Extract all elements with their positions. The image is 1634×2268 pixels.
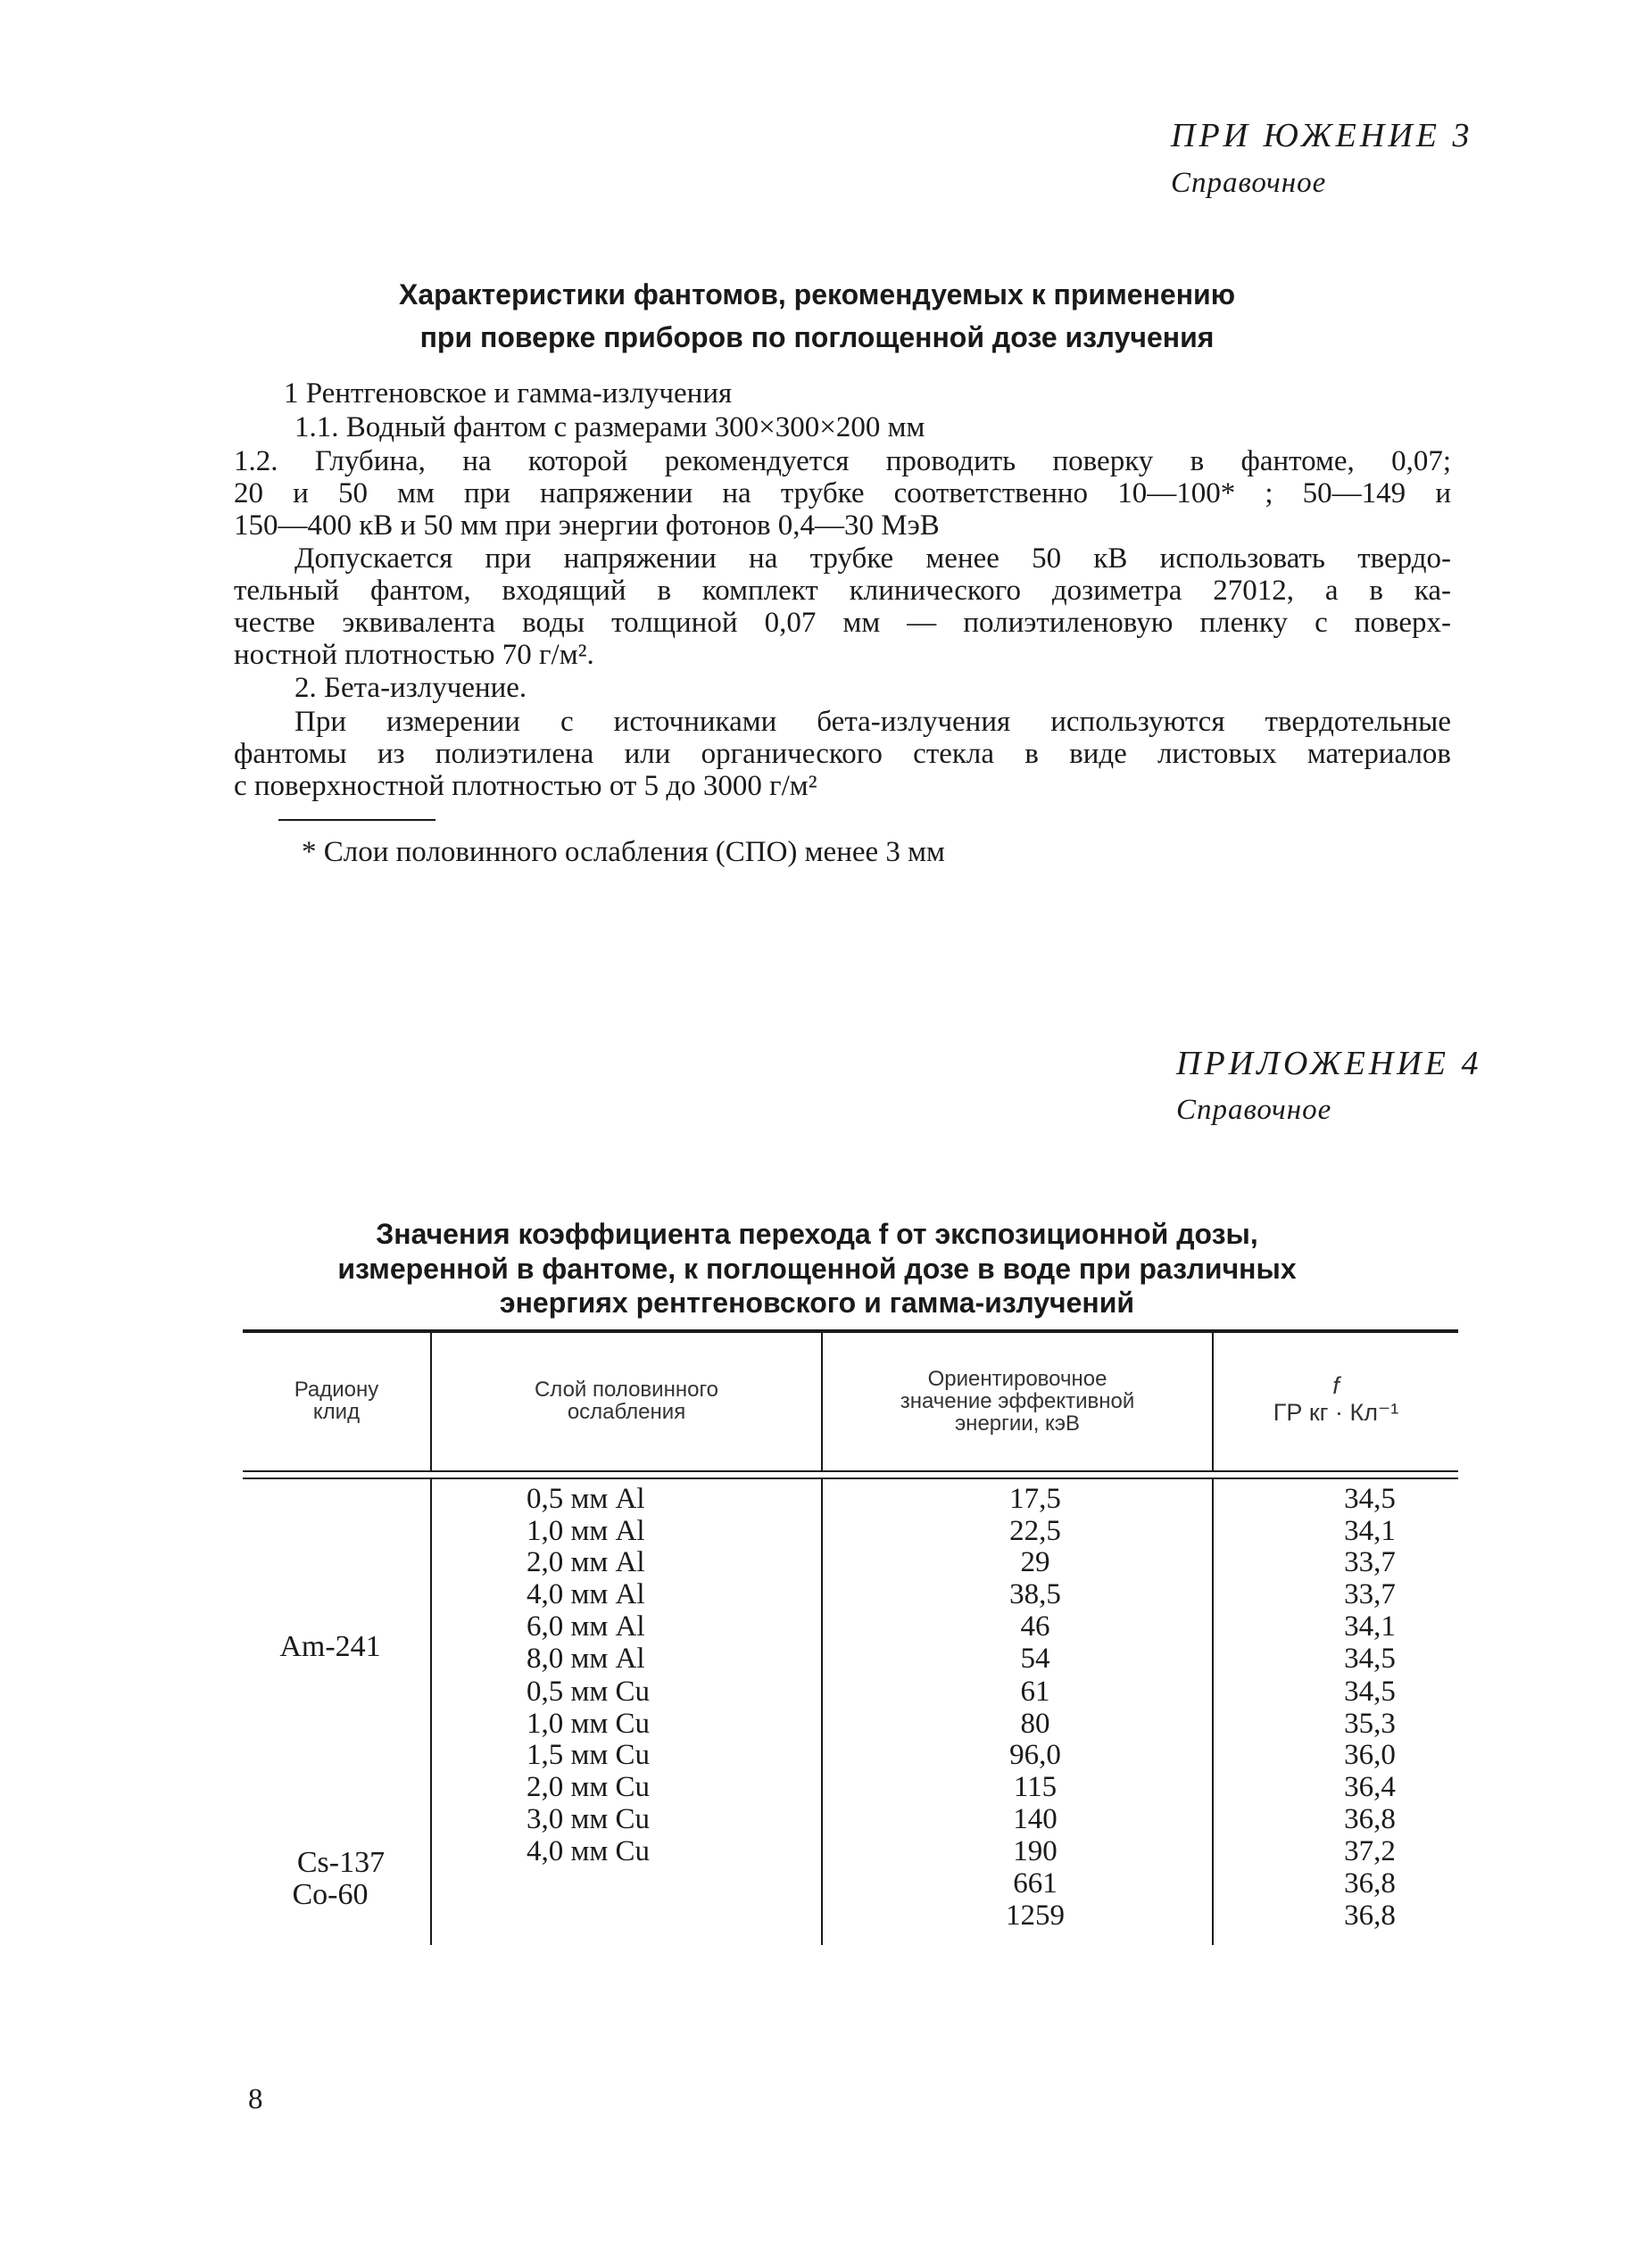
- paragraph-1-2-line-2: 20 и 50 мм при напряжении на трубке соответственно 10—100* ; 50—149 и: [234, 477, 1451, 509]
- table-header-rule-1: [243, 1470, 1458, 1472]
- cell-coefficient-f: 34,5: [1344, 1676, 1396, 1708]
- appendix-3-subtitle: Справочное: [1171, 167, 1327, 199]
- paragraph-beta-line-3: с поверхностной плотностью от 5 до 3000 г/м²: [234, 770, 817, 802]
- header-effective-energy: Ориентировочное значение эффективной энергии, кэВ: [900, 1367, 1135, 1436]
- nuclide-am241: Am-241: [279, 1630, 381, 1663]
- cell-energy: 140: [1013, 1803, 1058, 1835]
- appendix-3-heading-line-2: при поверке приборов по поглощенной дозе излучения: [419, 321, 1215, 353]
- cell-layer: 0,5 мм Al: [527, 1483, 645, 1515]
- paragraph-allowance-line-4: ностной плотностью 70 г/м².: [234, 639, 594, 671]
- cell-energy: 1259: [1006, 1900, 1065, 1932]
- cell-energy: 54: [1020, 1643, 1050, 1675]
- cell-coefficient-f: 33,7: [1344, 1546, 1396, 1578]
- cell-energy: 17,5: [1009, 1483, 1061, 1515]
- paragraph-2: 2. Бета-излучение.: [294, 672, 527, 704]
- cell-layer: 3,0 мм Cu: [527, 1803, 651, 1835]
- cell-energy: 46: [1020, 1610, 1050, 1643]
- cell-coefficient-f: 34,1: [1344, 1515, 1396, 1547]
- cell-energy: 80: [1020, 1708, 1050, 1740]
- paragraph-allowance-line-2: тельный фантом, входящий в комплект клинического дозиметра 27012, а в ка-: [234, 575, 1451, 607]
- footnote: * Слои половинного ослабления (СПО) менее 3 мм: [302, 836, 945, 868]
- cell-layer: 8,0 мм Al: [527, 1643, 645, 1675]
- appendix-4-subtitle: Справочное: [1176, 1094, 1332, 1126]
- cell-energy: 38,5: [1009, 1578, 1061, 1610]
- cell-coefficient-f: 36,0: [1344, 1739, 1396, 1771]
- appendix-4-heading-line-2: измеренной в фантоме, к поглощенной дозе в воде при различных: [337, 1253, 1297, 1285]
- cell-layer: 2,0 мм Al: [527, 1546, 645, 1578]
- cell-coefficient-f: 34,5: [1344, 1643, 1396, 1675]
- cell-coefficient-f: 36,8: [1344, 1867, 1396, 1900]
- appendix-3-heading-line-1: Характеристики фантомов, рекомендуемых к применению: [398, 278, 1236, 310]
- page-number: 8: [248, 2083, 263, 2115]
- header-radionuclide: Радиону клид: [294, 1378, 379, 1424]
- appendix-4-heading-line-3: энергиях рентгеновского и гамма-излучений: [499, 1287, 1135, 1319]
- nuclide-cs137: Cs-137: [296, 1846, 386, 1879]
- paragraph-allowance-line-3: честве эквивалента воды толщиной 0,07 мм — полиэтиленовую пленку с поверх-: [234, 607, 1451, 639]
- cell-coefficient-f: 34,1: [1344, 1610, 1396, 1643]
- paragraph-beta-line-2: фантомы из полиэтилена или органического стекла в виде листовых материалов: [234, 738, 1451, 770]
- cell-energy: 661: [1013, 1867, 1058, 1900]
- cell-coefficient-f: 33,7: [1344, 1578, 1396, 1610]
- appendix-4-heading-line-1: Значения коэффициента перехода f от экспозиционной дозы,: [376, 1218, 1258, 1250]
- cell-layer: 1,0 мм Cu: [527, 1708, 651, 1740]
- paragraph-1-1: 1.1. Водный фантом с размерами 300×300×200 мм: [294, 411, 925, 443]
- header-half-value-layer: Слой половинного ослабления: [534, 1378, 719, 1424]
- cell-layer: 4,0 мм Cu: [527, 1835, 651, 1867]
- cell-layer: 0,5 мм Cu: [527, 1676, 651, 1708]
- cell-coefficient-f: 36,4: [1344, 1771, 1396, 1803]
- paragraph-1: 1 Рентгеновское и гамма-излучения: [284, 377, 733, 410]
- paragraph-allowance-line-1: Допускается при напряжении на трубке менее 50 кВ использовать твердо-: [294, 542, 1451, 575]
- cell-energy: 29: [1020, 1546, 1050, 1578]
- body-divider-2: [821, 1479, 823, 1945]
- cell-layer: 1,5 мм Cu: [527, 1739, 651, 1771]
- cell-energy: 190: [1013, 1835, 1058, 1867]
- cell-coefficient-f: 35,3: [1344, 1708, 1396, 1740]
- table-header-rule-2: [243, 1478, 1458, 1479]
- cell-energy: 22,5: [1009, 1515, 1061, 1547]
- table-top-rule: [243, 1329, 1458, 1333]
- cell-layer: 6,0 мм Al: [527, 1610, 645, 1643]
- body-divider-1: [430, 1479, 432, 1945]
- appendix-4-title: ПРИЛОЖЕНИЕ 4: [1176, 1045, 1482, 1082]
- paragraph-beta-line-1: При измерении с источниками бета-излучения используются твердотельные: [294, 706, 1451, 738]
- header-coefficient-f: f ГР кг · Кл⁻¹: [1273, 1372, 1399, 1426]
- paragraph-1-2-line-3: 150—400 кВ и 50 мм при энергии фотонов 0,4—30 МэВ: [234, 509, 940, 542]
- body-divider-3: [1212, 1479, 1214, 1945]
- cell-energy: 96,0: [1009, 1739, 1061, 1771]
- cell-coefficient-f: 36,8: [1344, 1803, 1396, 1835]
- paragraph-1-2-line-1: 1.2. Глубина, на которой рекомендуется проводить поверку в фантоме, 0,07;: [234, 445, 1451, 477]
- cell-layer: 2,0 мм Cu: [527, 1771, 651, 1803]
- cell-layer: 1,0 мм Al: [527, 1515, 645, 1547]
- cell-energy: 115: [1013, 1771, 1058, 1803]
- nuclide-co60: Co-60: [292, 1878, 369, 1911]
- appendix-3-title: ПРИ ЮЖЕНИЕ 3: [1171, 117, 1473, 154]
- cell-layer: 4,0 мм Al: [527, 1578, 645, 1610]
- cell-coefficient-f: 34,5: [1344, 1483, 1396, 1515]
- footnote-rule: [278, 819, 435, 821]
- cell-coefficient-f: 37,2: [1344, 1835, 1396, 1867]
- cell-coefficient-f: 36,8: [1344, 1900, 1396, 1932]
- cell-energy: 61: [1020, 1676, 1050, 1708]
